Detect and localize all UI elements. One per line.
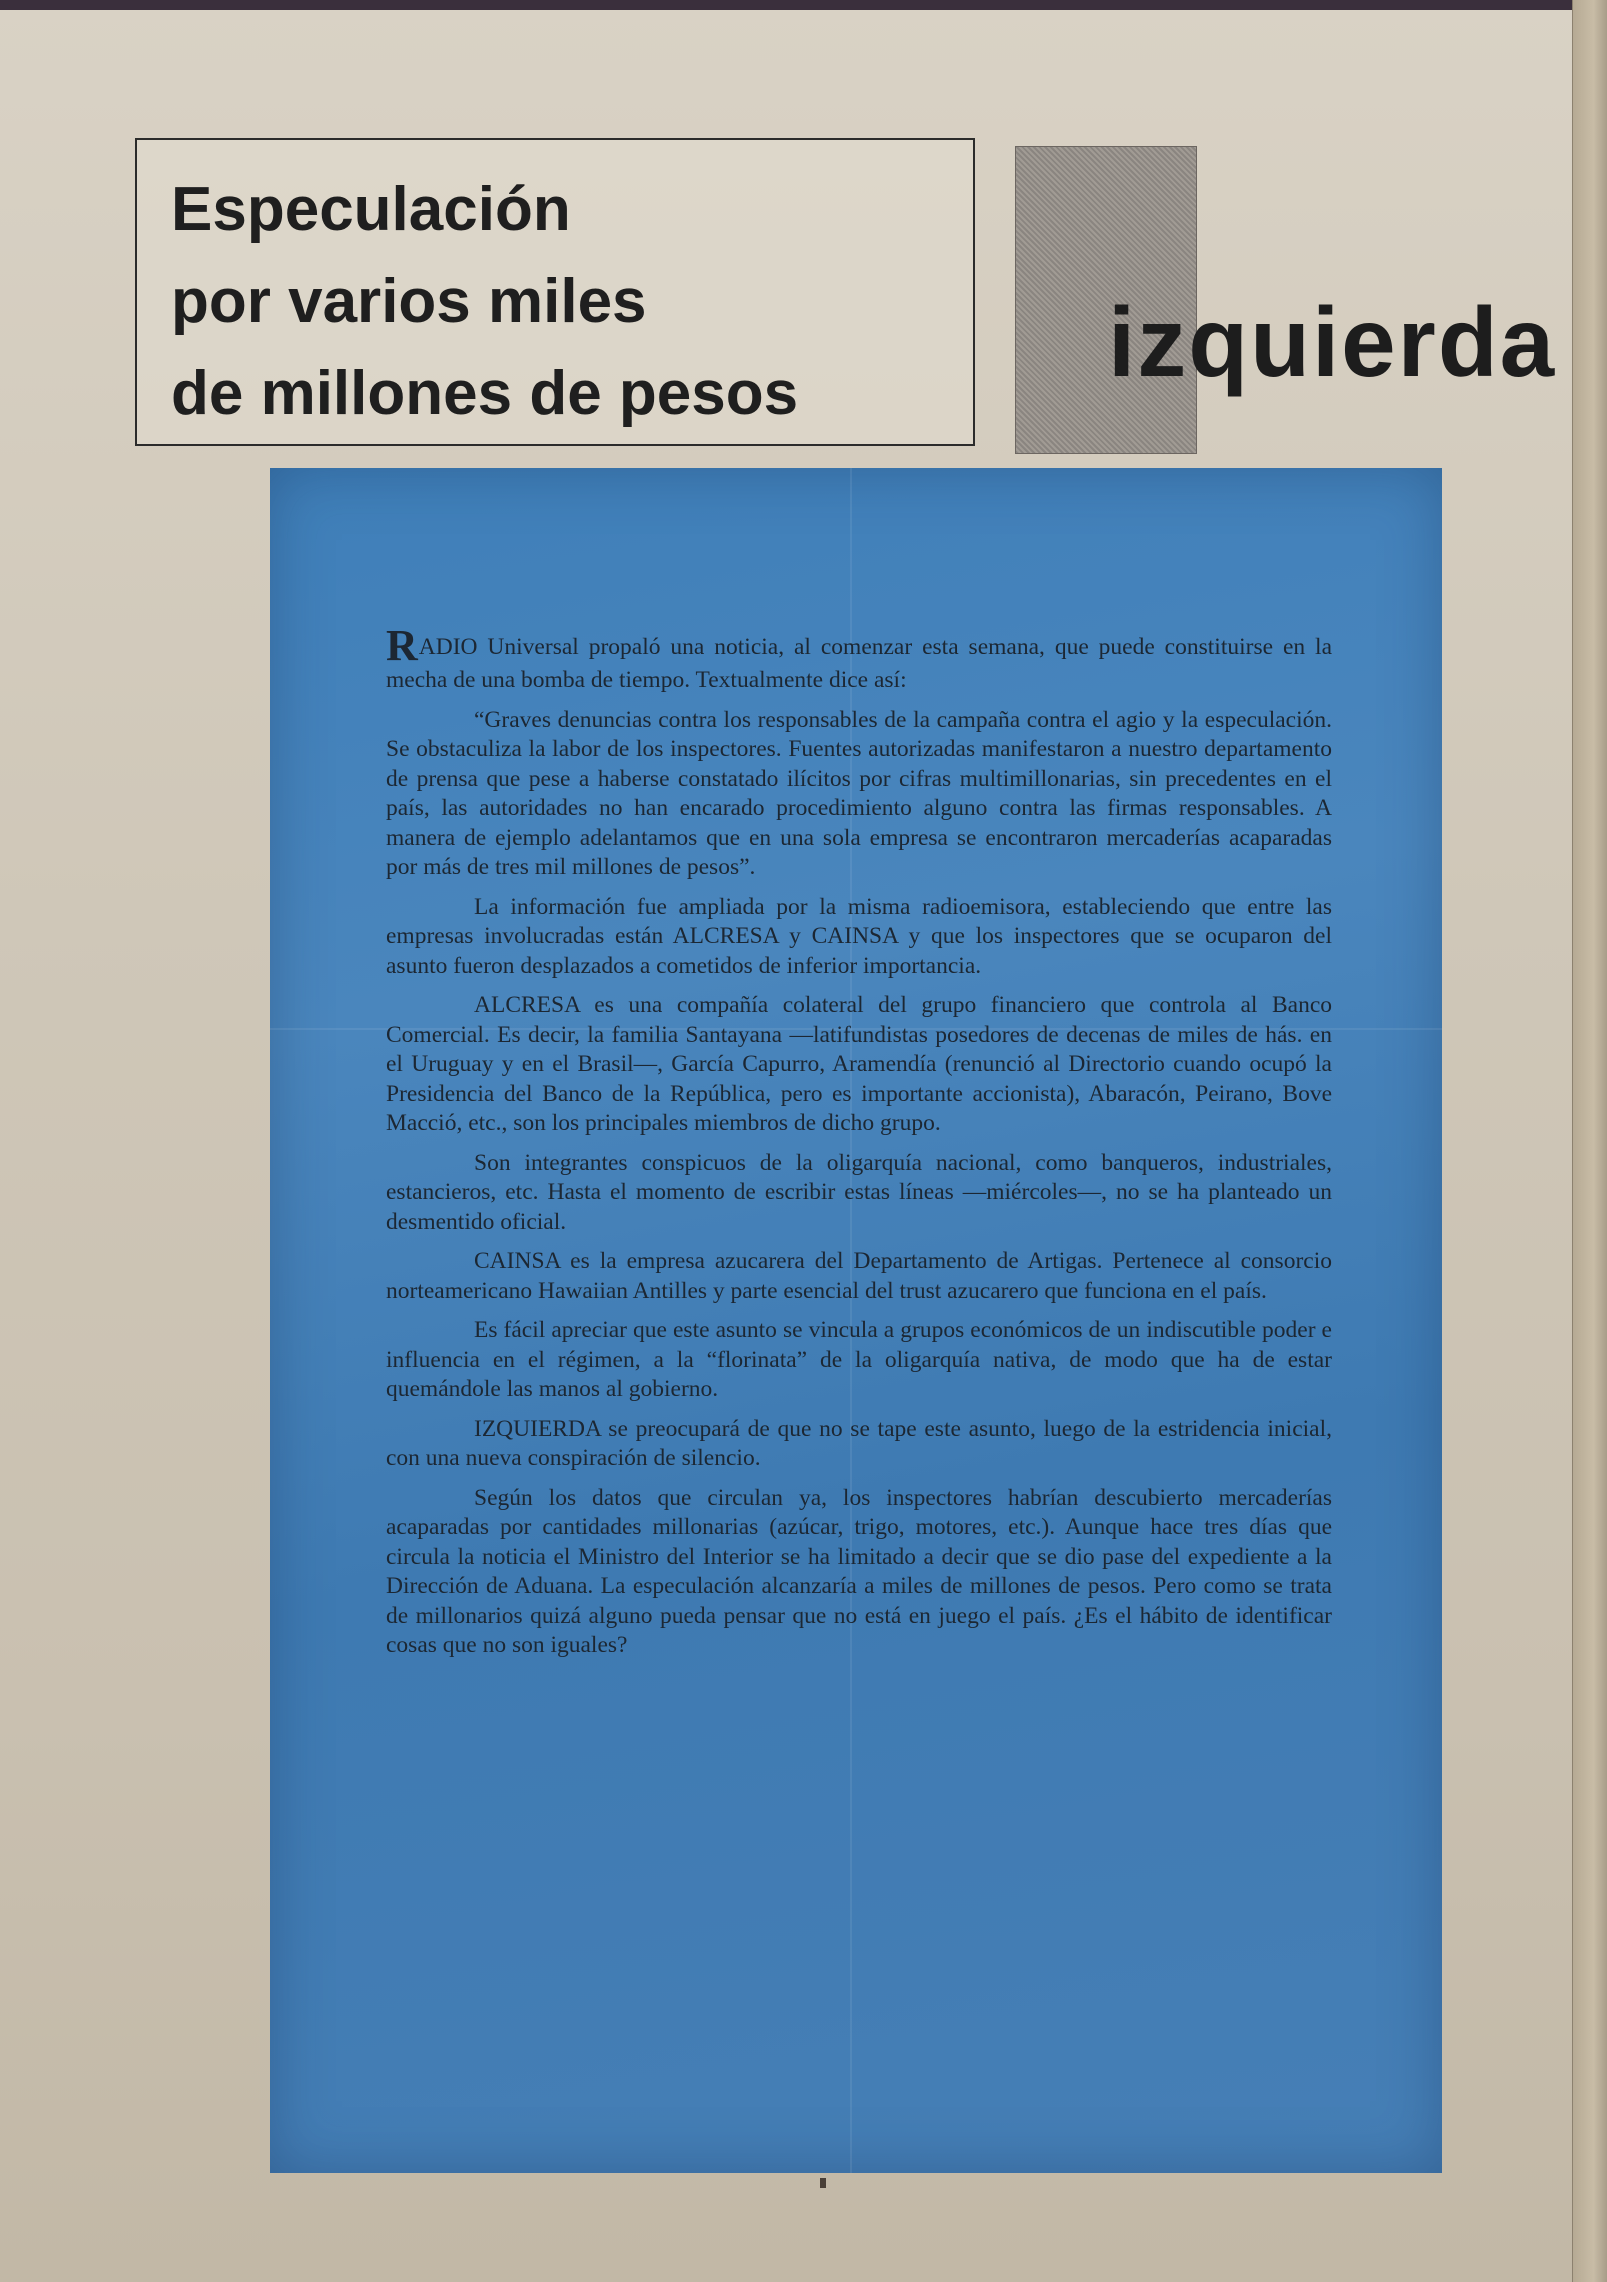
headline-box <box>135 138 975 446</box>
article-paragraph: Según los datos que circulan ya, los inspectores habrían descubierto mercaderías acaparadas por cantidades millonarias (azúcar, trigo, motores, etc.). Aunque hace tres días que circula la noticia el Ministro del Interior se ha limitado a decir que se dio pase del expediente a la Dirección de Aduana. La especulación alcanzaría a miles de millones de pesos. Pero como se trata de millonarios quizá alguno pueda pensar que no está en juego el país. ¿Es el hábito de identificar cosas que no son iguales? <box>386 1484 1332 1658</box>
article-paragraph: ALCRESA es una compañía colateral del grupo financiero que controla al Banco Comercial. Es decir, la familia Santayana —latifundistas posedores de decenas de miles de hás. en el Uruguay y en el Brasil—, García Capurro, Aramendía (renunció al Directorio cuando ocupó la Presidencia del Banco de la República, pero es importante accionista), Abaracón, Peirano, Bove Macció, etc., son los principales miembros de dicho grupo. <box>386 992 1332 1136</box>
headline-line-1: Especulación <box>171 175 571 244</box>
article-paragraph: Es fácil apreciar que este asunto se vincula a grupos económicos de un indiscutible poder e influencia en el régimen, a la “florinata” de la oligarquía nativa, de modo que ha de estar quemándole las manos al gobierno. <box>386 1317 1332 1402</box>
headline <box>171 164 798 440</box>
article-paragraph <box>386 621 1332 696</box>
drop-cap: R <box>386 621 418 670</box>
masthead-logo: izquierda <box>1108 287 1557 397</box>
top-edge-strip <box>0 0 1607 10</box>
article-paragraph: CAINSA es la empresa azucarera del Departamento de Artigas. Pertenece al consorcio norteamericano Hawaiian Antilles y parte esencial del trust azucarero que funciona en el país. <box>386 1248 1332 1304</box>
page-mark <box>820 2178 826 2188</box>
headline-line-3: de millones de pesos <box>171 359 799 428</box>
adjacent-page-edge <box>1572 0 1607 2282</box>
article-paragraph: IZQUIERDA se preocupará de que no se tape este asunto, luego de la estridencia inicial, con una nueva conspiración de silencio. <box>386 1415 1332 1471</box>
article-paragraph: Son integrantes conspicuos de la oligarquía nacional, como banqueros, industriales, estancieros, etc. Hasta el momento de escribir estas líneas —miércoles—, no se ha planteado un desmentido oficial. <box>386 1149 1332 1235</box>
article-paragraph: La información fue ampliada por la misma radioemisora, estableciendo que entre las empresas involucradas están ALCRESA y CAINSA y que los inspectores que se ocuparon del asunto fueron desplazados a cometidos de inferior importancia. <box>386 893 1332 979</box>
article-paragraph: “Graves denuncias contra los responsables de la campaña contra el agio y la especulación. Se obstaculiza la labor de los inspectores. Fuentes autorizadas manifestaron a nuestro departamento de prensa que pese a haberse constatado ilícitos por cifras multimillonarias, sin precedentes en el país, las autoridades no han encarado procedimiento alguno contra las firmas responsables. A manera de ejemplo adelantamos que en una sola empresa se encontraron mercaderías acaparadas por más de tres mil millones de pesos”. <box>386 706 1332 880</box>
article-paragraph-text: ADIO Universal propaló una noticia, al comenzar esta semana, que puede constituirse en la mecha de una bomba de tiempo. Textualmente dice así: <box>386 634 1332 693</box>
article-panel <box>270 468 1442 2173</box>
article-body <box>386 621 1332 1671</box>
headline-line-2: por varios miles <box>171 267 647 336</box>
